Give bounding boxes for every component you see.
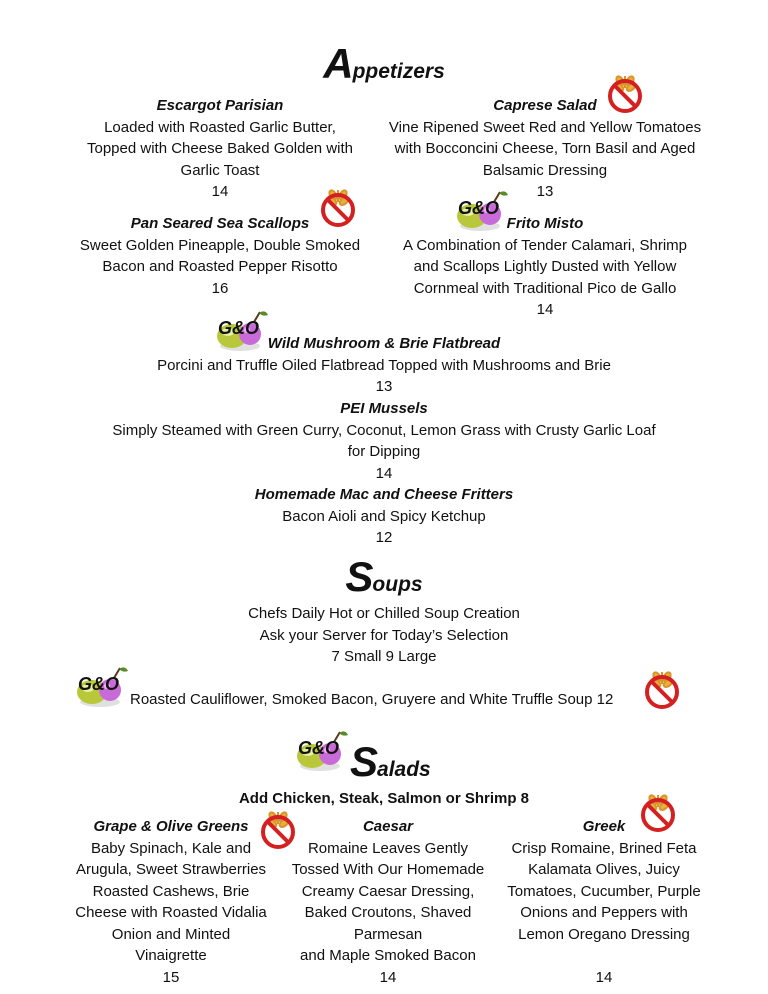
salads-addons: Add Chicken, Steak, Salmon or Shrimp 8	[238, 790, 530, 807]
grape-olive-badge-icon	[72, 664, 130, 710]
menu-item-greek: Greek Crisp Romaine, Brined Feta Kalamata Olives, Juicy Tomatoes, Cucumber, Purple Onions and Peppers with Lemon Oregano Dressing 14	[507, 818, 701, 986]
menu-item-flatbread: Wild Mushroom & Brie Flatbread Porcini and Truffle Oiled Flatbread Topped with Mushrooms and Brie 13	[157, 335, 611, 395]
no-gluten-icon	[638, 793, 678, 833]
soups-title: Soups	[345, 553, 423, 600]
salads-title: Salads	[350, 738, 431, 785]
menu-item-scallops: Pan Seared Sea Scallops Sweet Golden Pineapple, Double Smoked Bacon and Roasted Pepper Risotto 16	[79, 215, 361, 297]
appetizers-title: Appetizers	[323, 40, 445, 87]
menu-item-caesar: Caesar Romaine Leaves Gently Tossed With Our Homemade Creamy Caesar Dressing, Baked Croutons, Shaved Parmesan and Maple Smoked Bacon 14	[291, 818, 485, 986]
no-gluten-icon	[642, 670, 682, 710]
no-gluten-icon	[605, 74, 645, 114]
grape-olive-badge-icon	[292, 728, 350, 774]
soup-feature: Roasted Cauliflower, Smoked Bacon, Gruyere and White Truffle Soup 12	[130, 691, 614, 708]
grape-olive-badge-icon	[452, 188, 510, 234]
no-gluten-icon	[318, 188, 358, 228]
soups-description: Chefs Daily Hot or Chilled Soup Creation Ask your Server for Today’s Selection 7 Small 9 Large	[248, 605, 520, 665]
menu-item-grape-olive-greens: Grape & Olive Greens Baby Spinach, Kale and Arugula, Sweet Strawberries Roasted Cashews, Brie Cheese with Roasted Vidalia Onion and Minted Vinaigrette 15	[75, 818, 267, 986]
menu-item-escargot: Escargot Parisian Loaded with Roasted Garlic Butter, Topped with Cheese Baked Golden with Garlic Toast 14	[86, 97, 353, 200]
menu-item-mussels: PEI Mussels Simply Steamed with Green Curry, Coconut, Lemon Grass with Crusty Garlic Loaf for Dipping 14	[112, 400, 656, 482]
menu-item-fritters: Homemade Mac and Cheese Fritters Bacon Aioli and Spicy Ketchup 12	[254, 486, 514, 546]
menu-item-caprese: Caprese Salad Vine Ripened Sweet Red and Yellow Tomatoes with Bocconcini Cheese, Torn Basil and Aged Balsamic Dressing 13	[388, 97, 702, 200]
grape-olive-badge-icon	[212, 308, 270, 354]
menu-item-frito-misto: Frito Misto A Combination of Tender Calamari, Shrimp and Scallops Lightly Dusted with Yellow Cornmeal with Traditional Pico de Gallo 14	[402, 215, 688, 318]
